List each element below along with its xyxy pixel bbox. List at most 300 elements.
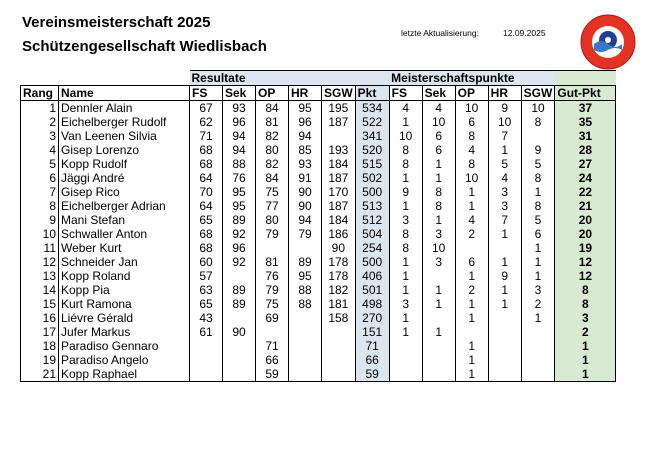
cell-mp-fs: [389, 339, 422, 353]
cell-hr: 94: [289, 213, 322, 227]
cell-sek: [223, 353, 256, 367]
cell-gut-pkt: 24: [555, 171, 616, 185]
table-row: [21, 339, 616, 353]
col-header-hr: HR: [289, 86, 322, 101]
cell-hr: 95: [289, 269, 322, 283]
cell-op: 84: [256, 101, 289, 116]
table-row: [21, 129, 616, 143]
cell-mp-hr: 9: [488, 101, 521, 116]
table-row: [21, 199, 616, 213]
cell-mp-sek: 8: [422, 199, 455, 213]
cell-sgw: 178: [322, 255, 356, 269]
cell-mp-hr: 1: [488, 283, 521, 297]
cell-mp-fs: 8: [389, 157, 422, 171]
cell-fs: 65: [190, 297, 223, 311]
cell-mp-hr: 10: [488, 115, 521, 129]
cell-mp-fs: 1: [389, 311, 422, 325]
cell-op: 76: [256, 269, 289, 283]
cell-fs: 67: [190, 101, 223, 116]
cell-mp-sek: 1: [422, 157, 455, 171]
cell-mp-fs: 1: [389, 325, 422, 339]
cell-pkt: 512: [355, 213, 389, 227]
cell-mp-sgw: 1: [521, 269, 555, 283]
cell-pkt: 66: [355, 353, 389, 367]
cell-sgw: [322, 325, 356, 339]
cell-sek: 96: [223, 115, 256, 129]
cell-op: 81: [256, 255, 289, 269]
cell-pkt: 520: [355, 143, 389, 157]
cell-sek: [223, 311, 256, 325]
cell-sgw: 178: [322, 269, 356, 283]
cell-fs: 70: [190, 185, 223, 199]
cell-hr: 93: [289, 157, 322, 171]
cell-mp-sek: [422, 269, 455, 283]
col-header-mp-sek: Sek: [422, 86, 455, 101]
cell-mp-op: 1: [455, 199, 488, 213]
cell-hr: 94: [289, 129, 322, 143]
table-row: [21, 185, 616, 199]
cell-name: Kopp Roland: [59, 269, 190, 283]
cell-mp-hr: [488, 367, 521, 382]
cell-mp-sek: 4: [422, 101, 455, 116]
cell-mp-op: [455, 241, 488, 255]
cell-name: Schwaller Anton: [59, 227, 190, 241]
cell-hr: [289, 325, 322, 339]
cell-mp-sgw: 8: [521, 115, 555, 129]
cell-gut-pkt: 1: [555, 367, 616, 382]
cell-op: 75: [256, 297, 289, 311]
cell-sek: 89: [223, 297, 256, 311]
cell-op: 84: [256, 171, 289, 185]
cell-hr: [289, 339, 322, 353]
cell-rang: 4: [21, 143, 59, 157]
cell-mp-sgw: 1: [521, 241, 555, 255]
cell-mp-sek: 6: [422, 143, 455, 157]
cell-fs: 64: [190, 199, 223, 213]
cell-sek: [223, 269, 256, 283]
cell-mp-op: 4: [455, 213, 488, 227]
cell-sgw: 170: [322, 185, 356, 199]
cell-name: Eichelberger Adrian: [59, 199, 190, 213]
cell-sek: 96: [223, 241, 256, 255]
cell-mp-sgw: 5: [521, 157, 555, 171]
cell-sgw: 187: [322, 115, 356, 129]
table-row: [21, 101, 616, 116]
cell-mp-fs: 1: [389, 199, 422, 213]
cell-pkt: 406: [355, 269, 389, 283]
cell-gut-pkt: 31: [555, 129, 616, 143]
cell-rang: 19: [21, 353, 59, 367]
cell-rang: 10: [21, 227, 59, 241]
cell-mp-sgw: 2: [521, 297, 555, 311]
cell-pkt: 500: [355, 255, 389, 269]
cell-sek: 92: [223, 227, 256, 241]
table-row: [21, 255, 616, 269]
table-row: [21, 157, 616, 171]
cell-pkt: 504: [355, 227, 389, 241]
cell-fs: 64: [190, 171, 223, 185]
cell-sgw: 181: [322, 297, 356, 311]
cell-sgw: 186: [322, 227, 356, 241]
cell-fs: [190, 353, 223, 367]
cell-mp-hr: 4: [488, 171, 521, 185]
cell-op: [256, 325, 289, 339]
cell-fs: 65: [190, 213, 223, 227]
table-row: [21, 353, 616, 367]
cell-gut-pkt: 1: [555, 353, 616, 367]
col-header-sek: Sek: [223, 86, 256, 101]
cell-sgw: 187: [322, 171, 356, 185]
cell-rang: 15: [21, 297, 59, 311]
cell-rang: 9: [21, 213, 59, 227]
cell-mp-op: 1: [455, 339, 488, 353]
cell-mp-fs: 1: [389, 171, 422, 185]
cell-mp-sek: 3: [422, 227, 455, 241]
cell-mp-sek: [422, 367, 455, 382]
cell-mp-sek: [422, 339, 455, 353]
cell-mp-fs: 8: [389, 143, 422, 157]
cell-fs: 68: [190, 241, 223, 255]
cell-mp-sek: 1: [422, 297, 455, 311]
cell-pkt: 270: [355, 311, 389, 325]
cell-name: Paradiso Angelo: [59, 353, 190, 367]
cell-hr: 95: [289, 101, 322, 116]
cell-rang: 7: [21, 185, 59, 199]
cell-fs: 62: [190, 115, 223, 129]
cell-fs: [190, 367, 223, 382]
cell-rang: 6: [21, 171, 59, 185]
cell-mp-hr: [488, 325, 521, 339]
cell-mp-sgw: 9: [521, 143, 555, 157]
cell-op: 69: [256, 311, 289, 325]
cell-mp-fs: [389, 353, 422, 367]
cell-mp-fs: 1: [389, 269, 422, 283]
cell-pkt: 254: [355, 241, 389, 255]
cell-gut-pkt: 3: [555, 311, 616, 325]
cell-sgw: [322, 339, 356, 353]
cell-gut-pkt: 12: [555, 255, 616, 269]
cell-name: Jufer Markus: [59, 325, 190, 339]
cell-rang: 11: [21, 241, 59, 255]
cell-mp-sgw: 8: [521, 171, 555, 185]
cell-mp-sgw: 1: [521, 311, 555, 325]
cell-mp-op: 6: [455, 255, 488, 269]
col-header-fs: FS: [190, 86, 223, 101]
cell-mp-op: 8: [455, 129, 488, 143]
cell-rang: 13: [21, 269, 59, 283]
cell-fs: 68: [190, 227, 223, 241]
update-date: 12.09.2025: [503, 28, 546, 38]
col-header-pkt: Pkt: [355, 86, 389, 101]
table-row: [21, 213, 616, 227]
table-row: [21, 367, 616, 382]
cell-mp-op: 1: [455, 297, 488, 311]
cell-sgw: 184: [322, 157, 356, 171]
cell-op: 79: [256, 227, 289, 241]
cell-gut-pkt: 19: [555, 241, 616, 255]
cell-fs: [190, 339, 223, 353]
cell-hr: [289, 311, 322, 325]
col-header-mp-sgw: SGW: [521, 86, 555, 101]
cell-pkt: 501: [355, 283, 389, 297]
cell-hr: 91: [289, 171, 322, 185]
cell-mp-fs: 1: [389, 283, 422, 297]
cell-mp-op: 6: [455, 115, 488, 129]
cell-mp-sgw: 1: [521, 255, 555, 269]
cell-name: Van Leenen Silvia: [59, 129, 190, 143]
group-header-results: Resultate: [190, 71, 356, 86]
cell-rang: 3: [21, 129, 59, 143]
cell-mp-fs: 8: [389, 227, 422, 241]
cell-sek: 89: [223, 213, 256, 227]
cell-hr: 88: [289, 283, 322, 297]
cell-sek: 95: [223, 185, 256, 199]
col-header-name: Name: [59, 86, 190, 101]
cell-name: Kopp Rudolf: [59, 157, 190, 171]
col-header-rang: Rang: [21, 86, 59, 101]
cell-mp-sgw: 5: [521, 213, 555, 227]
cell-sek: 94: [223, 143, 256, 157]
cell-mp-sgw: 10: [521, 101, 555, 116]
cell-fs: 71: [190, 129, 223, 143]
col-header-mp-op: OP: [455, 86, 488, 101]
cell-mp-sgw: 3: [521, 283, 555, 297]
cell-mp-op: 2: [455, 283, 488, 297]
cell-mp-op: 10: [455, 171, 488, 185]
cell-name: Eichelberger Rudolf: [59, 115, 190, 129]
cell-gut-pkt: 22: [555, 185, 616, 199]
cell-mp-sek: [422, 353, 455, 367]
cell-gut-pkt: 1: [555, 339, 616, 353]
cell-hr: 90: [289, 185, 322, 199]
cell-mp-sgw: 6: [521, 227, 555, 241]
group-header-points: Meisterschaftspunkte: [389, 71, 555, 86]
col-header-sgw: SGW: [322, 86, 356, 101]
cell-sgw: [322, 129, 356, 143]
cell-name: Jäggi André: [59, 171, 190, 185]
cell-mp-op: 1: [455, 269, 488, 283]
cell-mp-op: 1: [455, 311, 488, 325]
cell-mp-sek: 1: [422, 213, 455, 227]
cell-mp-hr: [488, 241, 521, 255]
cell-mp-hr: 1: [488, 143, 521, 157]
table-row: [21, 311, 616, 325]
cell-op: 81: [256, 115, 289, 129]
cell-mp-hr: 1: [488, 255, 521, 269]
cell-gut-pkt: 8: [555, 283, 616, 297]
cell-sek: 95: [223, 199, 256, 213]
cell-op: 80: [256, 143, 289, 157]
table-row: [21, 227, 616, 241]
cell-pkt: 341: [355, 129, 389, 143]
cell-mp-fs: 3: [389, 297, 422, 311]
cell-rang: 1: [21, 101, 59, 116]
cell-gut-pkt: 20: [555, 213, 616, 227]
table-row: [21, 171, 616, 185]
cell-gut-pkt: 35: [555, 115, 616, 129]
cell-pkt: 151: [355, 325, 389, 339]
page-subtitle: Schützengesellschaft Wiedlisbach: [22, 38, 267, 55]
cell-mp-op: 8: [455, 157, 488, 171]
cell-sek: 89: [223, 283, 256, 297]
cell-name: Kurt Ramona: [59, 297, 190, 311]
cell-mp-sgw: 1: [521, 185, 555, 199]
cell-rang: 16: [21, 311, 59, 325]
cell-mp-fs: 10: [389, 129, 422, 143]
cell-mp-sgw: 8: [521, 199, 555, 213]
cell-name: Mani Stefan: [59, 213, 190, 227]
cell-sek: 92: [223, 255, 256, 269]
cell-rang: 18: [21, 339, 59, 353]
cell-fs: 61: [190, 325, 223, 339]
cell-pkt: 534: [355, 101, 389, 116]
cell-op: 75: [256, 185, 289, 199]
cell-mp-hr: 5: [488, 157, 521, 171]
cell-op: 82: [256, 157, 289, 171]
cell-pkt: 502: [355, 171, 389, 185]
cell-rang: 12: [21, 255, 59, 269]
cell-mp-sek: 8: [422, 185, 455, 199]
cell-mp-sgw: [521, 339, 555, 353]
cell-mp-sek: 1: [422, 283, 455, 297]
cell-mp-op: 1: [455, 367, 488, 382]
cell-gut-pkt: 28: [555, 143, 616, 157]
cell-rang: 5: [21, 157, 59, 171]
cell-pkt: 59: [355, 367, 389, 382]
cell-name: Schneider Jan: [59, 255, 190, 269]
update-label: letzte Aktualisierung:: [401, 28, 479, 38]
col-header-mp-fs: FS: [389, 86, 422, 101]
cell-mp-hr: 3: [488, 199, 521, 213]
cell-hr: 88: [289, 297, 322, 311]
cell-gut-pkt: 8: [555, 297, 616, 311]
cell-sgw: 158: [322, 311, 356, 325]
cell-name: Kopp Pia: [59, 283, 190, 297]
cell-mp-sgw: [521, 129, 555, 143]
cell-mp-sek: 6: [422, 129, 455, 143]
cell-op: 80: [256, 213, 289, 227]
cell-gut-pkt: 21: [555, 199, 616, 213]
cell-mp-op: 1: [455, 185, 488, 199]
cell-mp-hr: 1: [488, 297, 521, 311]
cell-pkt: 515: [355, 157, 389, 171]
cell-op: 66: [256, 353, 289, 367]
cell-sgw: 187: [322, 199, 356, 213]
cell-gut-pkt: 12: [555, 269, 616, 283]
cell-fs: 60: [190, 255, 223, 269]
club-logo: [580, 14, 636, 70]
cell-mp-hr: 1: [488, 227, 521, 241]
cell-mp-op: 2: [455, 227, 488, 241]
cell-sgw: [322, 367, 356, 382]
cell-gut-pkt: 27: [555, 157, 616, 171]
cell-mp-sek: [422, 311, 455, 325]
cell-op: 59: [256, 367, 289, 382]
cell-mp-hr: [488, 339, 521, 353]
cell-sek: 88: [223, 157, 256, 171]
cell-mp-fs: 1: [389, 115, 422, 129]
cell-op: 79: [256, 283, 289, 297]
cell-fs: 57: [190, 269, 223, 283]
cell-sgw: 193: [322, 143, 356, 157]
cell-pkt: 522: [355, 115, 389, 129]
cell-mp-op: 4: [455, 143, 488, 157]
cell-name: Gisep Rico: [59, 185, 190, 199]
cell-mp-sgw: [521, 353, 555, 367]
cell-mp-fs: 8: [389, 241, 422, 255]
cell-op: 82: [256, 129, 289, 143]
cell-hr: 90: [289, 199, 322, 213]
cell-gut-pkt: 2: [555, 325, 616, 339]
cell-name: Kopp Raphael: [59, 367, 190, 382]
cell-rang: 2: [21, 115, 59, 129]
cell-sek: 94: [223, 129, 256, 143]
cell-fs: 68: [190, 157, 223, 171]
cell-mp-sek: 1: [422, 171, 455, 185]
cell-mp-op: 1: [455, 353, 488, 367]
cell-pkt: 500: [355, 185, 389, 199]
col-header-mp-hr: HR: [488, 86, 521, 101]
table-row: [21, 297, 616, 311]
cell-sek: 93: [223, 101, 256, 116]
cell-name: Dennler Alain: [59, 101, 190, 116]
results-table: [20, 70, 616, 382]
cell-sgw: 182: [322, 283, 356, 297]
cell-rang: 8: [21, 199, 59, 213]
cell-rang: 21: [21, 367, 59, 382]
col-header-gut-pkt: Gut-Pkt: [555, 86, 616, 101]
col-header-op: OP: [256, 86, 289, 101]
cell-mp-hr: 7: [488, 213, 521, 227]
cell-sgw: 184: [322, 213, 356, 227]
cell-mp-hr: 9: [488, 269, 521, 283]
cell-pkt: 498: [355, 297, 389, 311]
cell-sek: 76: [223, 171, 256, 185]
cell-rang: 14: [21, 283, 59, 297]
cell-sgw: 195: [322, 101, 356, 116]
table-row: [21, 283, 616, 297]
cell-mp-sek: 1: [422, 325, 455, 339]
cell-mp-op: 10: [455, 101, 488, 116]
cell-mp-hr: 7: [488, 129, 521, 143]
table-row: [21, 269, 616, 283]
cell-hr: [289, 367, 322, 382]
cell-pkt: 513: [355, 199, 389, 213]
cell-sgw: [322, 353, 356, 367]
cell-mp-sek: 3: [422, 255, 455, 269]
cell-mp-hr: [488, 353, 521, 367]
cell-sgw: 90: [322, 241, 356, 255]
cell-mp-sgw: [521, 325, 555, 339]
cell-mp-fs: 3: [389, 213, 422, 227]
cell-mp-fs: 4: [389, 101, 422, 116]
cell-fs: 68: [190, 143, 223, 157]
cell-gut-pkt: 20: [555, 227, 616, 241]
table-row: [21, 325, 616, 339]
cell-sek: [223, 339, 256, 353]
cell-rang: 17: [21, 325, 59, 339]
cell-op: 77: [256, 199, 289, 213]
cell-mp-fs: 1: [389, 255, 422, 269]
cell-name: Gisep Lorenzo: [59, 143, 190, 157]
cell-sek: [223, 367, 256, 382]
page-title: Vereinsmeisterschaft 2025: [22, 14, 211, 31]
cell-mp-hr: [488, 311, 521, 325]
cell-hr: 85: [289, 143, 322, 157]
cell-hr: 96: [289, 115, 322, 129]
table-row: [21, 241, 616, 255]
table-row: [21, 143, 616, 157]
